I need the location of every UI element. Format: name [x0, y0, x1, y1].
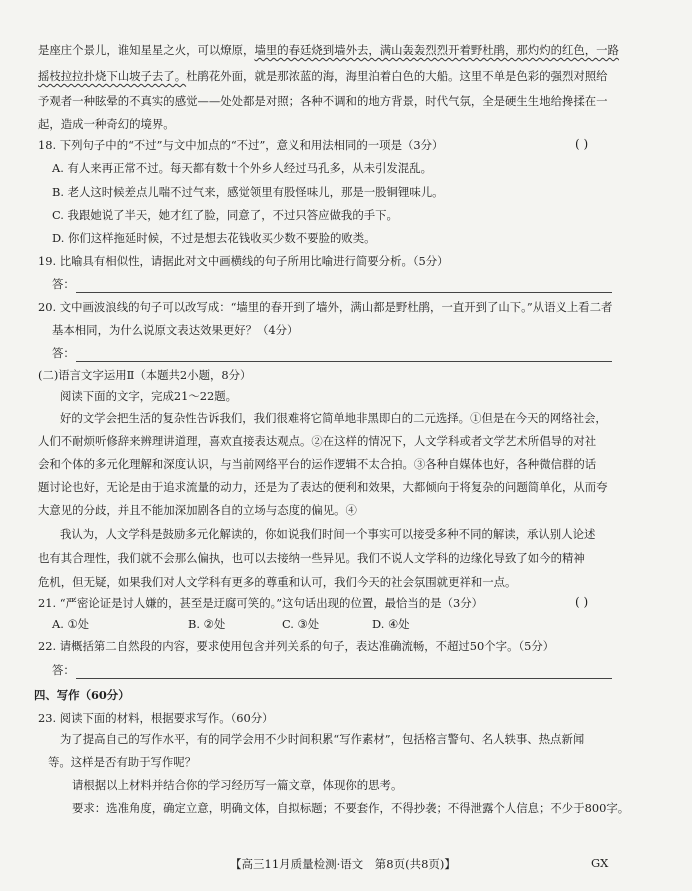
- q21-option-c: C. ③处: [282, 617, 320, 631]
- reading-para-1-line-2: 人们不耐烦听修辞来辨理讲道理，喜欢直接表达观点。②在这样的情况下，人文学科或者文学艺术所倡导的对社: [38, 434, 597, 448]
- reading-para-2-line-3: 危机，但无疑，如果我们对人文学科有更多的尊重和认可，我们今天的社会氛围就更祥和一点。: [38, 575, 517, 589]
- q21-option-a: A. ①处: [52, 617, 90, 631]
- section-4-heading: 四、写作（60分）: [34, 688, 130, 702]
- passage-wavy-2: 摇枝拉拉扑烧下山坡子去了。: [38, 69, 187, 83]
- passage-line-4: 起，造成一种奇幻的境界。: [38, 117, 175, 131]
- q18-option-b: B. 老人这时候差点儿喘不过气来，感觉领里有股怪味儿，那是一股铜锂味儿。: [52, 185, 444, 199]
- q19-answer-label: 答：: [52, 277, 75, 291]
- q21-option-d: D. ④处: [372, 617, 410, 631]
- reading-para-1-line-4: 题讨论也好，无论是由于追求流量的动力，还是为了表达的便利和效果，大都倾向于将复杂的问题简单化，从而夸: [38, 480, 608, 494]
- q23-material-line-1: 为了提高自己的写作水平，有的同学会用不少时间积累“写作素材”，包括格言警句、名人轶事、热点新闻: [60, 732, 585, 746]
- q18-option-d: D. 你们这样拖延时候，不过是想去花钱收买少数不要脸的败类。: [52, 231, 376, 245]
- q22-answer-line[interactable]: [76, 678, 612, 679]
- reading-para-1-line-3: 会和个体的多元化理解和深度认识，与当前网络平台的运作逻辑不太合拍。③各种自媒体也好，各种微信群的话: [38, 457, 597, 471]
- q18-option-c: C. 我跟她说了半天，她才红了脸，同意了，不过只答应做我的手下。: [52, 208, 398, 222]
- reading-para-1-line-5: 大意见的分歧，并且不能加深加剧各自的立场与态度的偏见。④: [38, 503, 357, 517]
- section-2-instruction: 阅读下面的文字，完成21～22题。: [60, 389, 238, 403]
- q18-option-a: A. 有人来再正常不过。每天都有数十个外乡人经过马孔多，从未引发混乱。: [52, 161, 432, 175]
- q20-stem-line-2: 基本相同，为什么说原文表达效果更好？（4分）: [52, 323, 299, 337]
- page-footer: 【高三11月质量检测·语文 第8页(共8页)】: [230, 857, 456, 871]
- q18-answer-paren: ( ): [575, 137, 589, 151]
- q18-stem: 18. 下列句子中的“不过”与文中加点的“不过”，意义和用法相同的一项是（3分）: [38, 138, 444, 152]
- q22-stem: 22. 请概括第二自然段的内容，要求使用包含并列关系的句子，表达准确流畅，不超过50个字。（5分）: [38, 639, 555, 653]
- footer-code: GX: [591, 856, 609, 870]
- q21-answer-paren: ( ): [575, 595, 589, 609]
- q23-stem: 23. 阅读下面的材料，根据要求写作。（60分）: [38, 711, 274, 725]
- passage-line-1: [38, 43, 619, 58]
- passage-line-3: 予观者一种眩晕的不真实的感觉——处处都是对照；各种不调和的地方背景，时代气氛，全是硬生生地给搀揉在一: [38, 94, 608, 108]
- q23-material-line-2: 等。这样是否有助于写作呢？: [48, 755, 197, 769]
- passage-wavy-1: 墙里的春廷烧到墙外去，满山轰轰烈烈开着野杜鹃，那灼灼的红色，一路: [254, 43, 619, 57]
- q20-answer-label: 答：: [52, 346, 75, 360]
- q19-stem: 19. 比喻具有相似性，请据此对文中画横线的句子所用比喻进行简要分析。（5分）: [38, 254, 449, 268]
- q21-option-b: B. ②处: [188, 617, 226, 631]
- q20-stem-line-1: 20. 文中画波浪线的句子可以改写成：“墙里的春开到了墙外，满山都是野杜鹃，一直开到了山下。”从语义上看二者: [38, 300, 613, 314]
- passage-line-2: [38, 69, 608, 84]
- section-2-heading: (二)语言文字运用Ⅱ（本题共2小题，8分）: [38, 368, 252, 382]
- q19-answer-line[interactable]: [76, 292, 612, 293]
- q21-stem: 21. “严密论证是讨人嫌的，甚至是迂腐可笑的。”这句话出现的位置，最恰当的是（3分）: [38, 596, 483, 610]
- q23-requirements: 要求：选准角度，确定立意，明确文体，自拟标题；不要套作，不得抄袭；不得泄露个人信息；不少于800字。: [72, 801, 630, 815]
- q22-answer-label: 答：: [52, 663, 75, 677]
- passage-line-1a: 是座庄个景儿，谁知星星之火，可以燎原，: [38, 43, 255, 57]
- q20-answer-line[interactable]: [76, 361, 612, 362]
- reading-para-2-line-2: 也有其合理性，我们就不会那么偏执，也可以去接纳一些异见。我们不说人文学科的边缘化导致了如今的精神: [38, 551, 585, 565]
- q23-task: 请根据以上材料并结合你的学习经历写一篇文章，体现你的思考。: [72, 778, 403, 792]
- reading-para-2-line-1: 我认为，人文学科是鼓励多元化解读的，你如说我们时间一个事实可以接受多种不同的解读，承认别人论述: [60, 527, 596, 541]
- passage-line-2b: 杜鹃花外面，就是那浓蓝的海，海里泊着白色的大船。这里不单是色彩的强烈对照给: [186, 69, 608, 83]
- reading-para-1-line-1: 好的文学会把生活的复杂性告诉我们，我们很难将它简单地非黑即白的二元选择。①但是在今天的网络社会，: [60, 411, 607, 425]
